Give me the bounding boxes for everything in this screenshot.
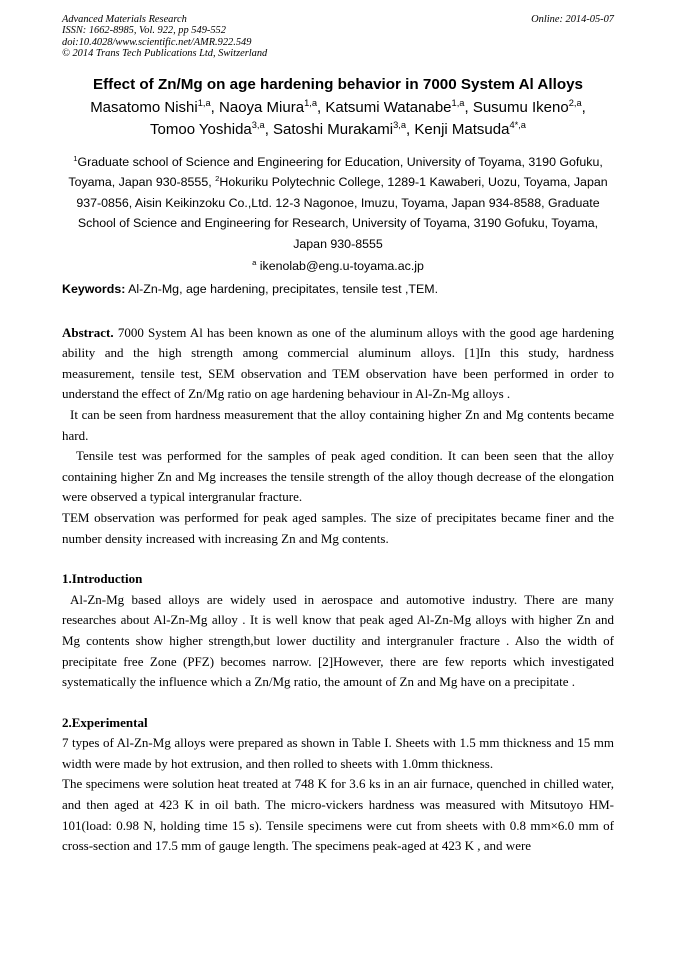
author-affiliation-mark: 1,a [304, 97, 317, 108]
email-mark: a [252, 257, 257, 267]
affiliation-text: Hokuriku Polytechnic College, 1289-1 Kawaberi, Uozu, Toyama, Japan 937-0856, Aisin Keikinzoku Co.,Ltd. 12-3 Nagonoe, Imuzu, Toyama, Japan 934-8588, Graduate School of Science and Engineering for Research, University of Toyama, 3190 Gofuku, Toyama, Japan 930-8555 [76, 175, 608, 251]
copyright-line: © 2014 Trans Tech Publications Ltd, Switzerland [62, 48, 268, 60]
issn-line: ISSN: 1662-8985, Vol. 922, pp 549-552 [62, 25, 226, 37]
affiliation-text: Graduate school of Science and Engineering for Education, University of Toyama, 3190 Gofuku, Toyama, Japan 930-8555, [68, 154, 603, 190]
experimental-paragraph: The specimens were solution heat treated at 748 K for 3.6 ks in an air furnace, quenched in chilled water, and then aged at 423 K in oil bath. The micro-vickers hardness was measured with Mitsutoyo HM-101(load: 0.98 N, holding time 15 s). Tensile specimens were cut from sheets with 0.8 mm×6.0 mm of cross-section and 17.5 mm of gauge length. The specimens peak-aged at 423 K , and were [62, 776, 614, 854]
abstract-section [62, 323, 614, 550]
introduction-heading: 1.Introduction [62, 571, 143, 587]
author-affiliation-mark: 2,a [568, 97, 582, 108]
abstract-paragraph: TEM observation was performed for peak aged samples. The size of precipitates became finer and the number density increased with increasing Zn and Mg contents. [62, 509, 614, 546]
author-separator: , [406, 120, 415, 138]
author-affiliation-mark: 3,a [251, 119, 265, 130]
author-name: Tomoo Yoshida [150, 120, 252, 138]
journal-name: Advanced Materials Research [62, 14, 187, 25]
keywords-line [62, 282, 614, 296]
experimental-heading: 2.Experimental [62, 714, 148, 730]
contact-email [62, 259, 614, 273]
author-separator: , [581, 98, 586, 116]
author-affiliation-mark: 4*,a [509, 119, 526, 130]
keywords-text: Al-Zn-Mg, age hardening, precipitates, tensile test ,TEM. [128, 281, 439, 296]
author-name: Katsumi Watanabe [325, 98, 452, 116]
online-date: Online: 2014-05-07 [531, 14, 614, 25]
author-separator: , [464, 98, 473, 116]
author-list [62, 97, 614, 141]
paper-title: Effect of Zn/Mg on age hardening behavior in 7000 System Al Alloys [92, 75, 584, 93]
journal-header [62, 14, 614, 60]
introduction-paragraph: Al-Zn-Mg based alloys are widely used in aerospace and automotive industry. There are many researches about Al-Zn-Mg alloy . It is well know that peak aged Al-Zn-Mg alloys with higher Zn and Mg contents show higher strength,but lower ductility and intergranuler fracture . Also the width of precipitate free Zone (PFZ) becomes narrow. [2]However, there are few reports which investigated systematically the influence which a Zn/Mg ratio, the amount of Zn and Mg have on a precipitate . [62, 591, 614, 690]
author-name: Satoshi Murakami [273, 120, 394, 138]
abstract-text: 7000 System Al has been known as one of the aluminum alloys with the good age hardening ability and the high strength among commercial aluminum alloys. [1]In this study, hardness measurement, tensile test, SEM observation and TEM observation have been performed in order to understand the effect of Zn/Mg ratio on age hardening behaviour in Al-Zn-Mg alloys . [62, 324, 614, 402]
keywords-label: Keywords: [62, 281, 126, 296]
email-address: ikenolab@eng.u-toyama.ac.jp [259, 258, 424, 273]
doi-line: doi:10.4028/www.scientific.net/AMR.922.549 [62, 36, 252, 48]
paper-body [62, 323, 614, 857]
abstract-label: Abstract. [62, 324, 114, 340]
author-name: Masatomo Nishi [90, 98, 198, 116]
author-separator: , [264, 120, 274, 138]
author-separator: , [210, 98, 220, 116]
affiliations [62, 152, 614, 255]
affiliation-mark: 2 [215, 174, 220, 184]
author-affiliation-mark: 1,a [451, 97, 465, 108]
affiliation-mark: 1 [73, 153, 78, 163]
paper-page [62, 14, 614, 857]
abstract-paragraph [62, 323, 614, 405]
abstract-paragraph: It can be seen from hardness measurement that the alloy containing higher Zn and Mg contents became hard. [62, 406, 614, 443]
experimental-paragraph: 7 types of Al-Zn-Mg alloys were prepared as shown in Table I. Sheets with 1.5 mm thickness and 15 mm width were made by hot extrusion, and then rolled to sheets with 1.0mm thickness. [62, 735, 614, 771]
abstract-paragraph: Tensile test was performed for the samples of peak aged condition. It can been seen that the alloy containing higher Zn and Mg increases the tensile strength of the alloy though decrease of the elongation were observed a typical intergranular fracture. [62, 448, 614, 505]
author-affiliation-mark: 3,a [393, 119, 407, 130]
author-name: Kenji Matsuda [414, 120, 510, 138]
author-affiliation-mark: 1,a [197, 97, 211, 108]
author-separator: , [317, 98, 326, 116]
author-name: Naoya Miura [219, 98, 305, 116]
author-name: Susumu Ikeno [472, 98, 569, 116]
